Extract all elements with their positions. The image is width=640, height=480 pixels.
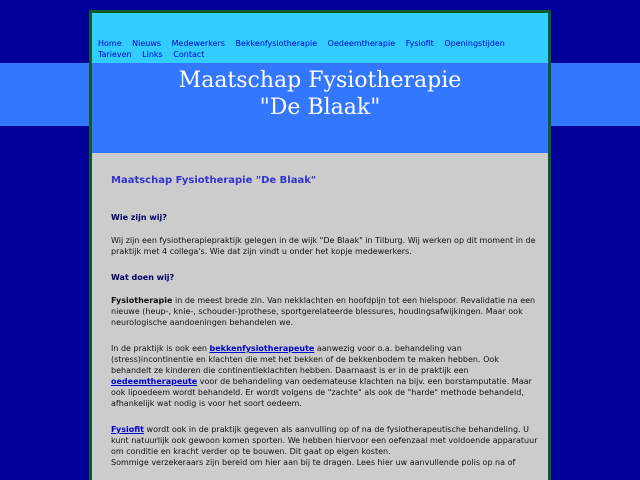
nav-link-contact[interactable]: Contact (173, 50, 205, 59)
nav-link-medewerkers[interactable]: Medewerkers (171, 39, 225, 48)
nav-link-fysiofit[interactable]: Fysiofit (405, 39, 434, 48)
paragraph-fysiofit (111, 424, 541, 468)
main-content (111, 175, 541, 480)
nav-link-tarieven[interactable]: Tarieven (98, 50, 132, 59)
link-fysiofit[interactable]: Fysiofit (111, 425, 144, 434)
link-bekkenfysiotherapeute[interactable]: bekkenfysiotherapeute (209, 344, 315, 353)
page-heading: Maatschap Fysiotherapie "De Blaak" (111, 175, 317, 186)
nav-link-links[interactable]: Links (142, 50, 163, 59)
paragraph-specialisaties-text-a: In de praktijk is ook een (111, 344, 210, 353)
paragraph-fysiotherapie-text: in de meest brede zin. Van nekklachten en hoofdpijn tot een hielspoor. Revalidatie na een nieuwe (heup-, knie-, schouder-)prothese, sportgerelateerde blessures, houdingsafwijkingen. Maar ook neurologische aandoeningen behandelen we. (111, 296, 536, 327)
paragraph-specialisaties (111, 343, 541, 409)
nav-link-oedeemtherapie[interactable]: Oedeemtherapie (327, 39, 396, 48)
site-header (92, 63, 548, 153)
nav-link-openingstijden[interactable]: Openingstijden (444, 39, 505, 48)
site-title-line-2: "De Blaak" (259, 95, 381, 120)
paragraph-fysiofit-text: wordt ook in de praktijk gegeven als aanvulling op of na de fysiotherapeutische behandeling. U kunt natuurlijk ook gewoon komen sporten. We hebben hiervoor een oefenzaal met voldoende apparatuur om conditie en kracht verder op te bouwen. Dit gaat op eigen kosten. (111, 425, 538, 456)
paragraph-specialisaties-text-b: aanwezig voor o.a. behandeling van (stress)incontinentie en klachten die met het bekken of de bekkenbodem te maken hebben. Ook behandelt ze kinderen die continentieklachten hebben. Daarnaast is er in de praktijk een (111, 344, 499, 375)
section-text-wie-zijn-wij: Wij zijn een fysiotherapiepraktijk gelegen in de wijk "De Blaak" in Tilburg. Wij werken op dit moment in de praktijk met 4 collega's. Wie dat zijn vindt u onder het kopje medewerkers. (111, 236, 536, 256)
bold-fysiotherapie: Fysiotherapie (111, 296, 173, 305)
page-frame (89, 10, 551, 480)
paragraph-fysiotherapie (111, 295, 541, 328)
nav-link-home[interactable]: Home (98, 39, 122, 48)
page-container (92, 13, 548, 480)
paragraph-fysiofit-text-2: Sommige verzekeraars zijn bereid om hier aan bij te dragen. Lees hier uw aanvullende polis op na of (111, 458, 516, 467)
nav-link-bekkenfysiotherapie[interactable]: Bekkenfysiotherapie (235, 39, 318, 48)
section-title-wie-zijn-wij: Wie zijn wij? (111, 213, 167, 222)
site-title-line-1: Maatschap Fysiotherapie (178, 68, 462, 93)
link-oedeemtherapeute[interactable]: oedeemtherapeute (111, 377, 198, 386)
section-title-wat-doen-wij: Wat doen wij? (111, 273, 175, 282)
paragraph-specialisaties-text-c: voor de behandeling van oedemateuse klachten na bijv. een borstamputatie. Maar ook lipoedeem wordt behandeld. Er wordt volgens de "zachte" als ook de "harde" methode behandeld, afhankelijk wat nodig is voor het soort oedeem. (111, 377, 532, 408)
nav-link-nieuws[interactable]: Nieuws (132, 39, 162, 48)
top-navigation (92, 13, 548, 63)
nav-links (98, 38, 546, 60)
